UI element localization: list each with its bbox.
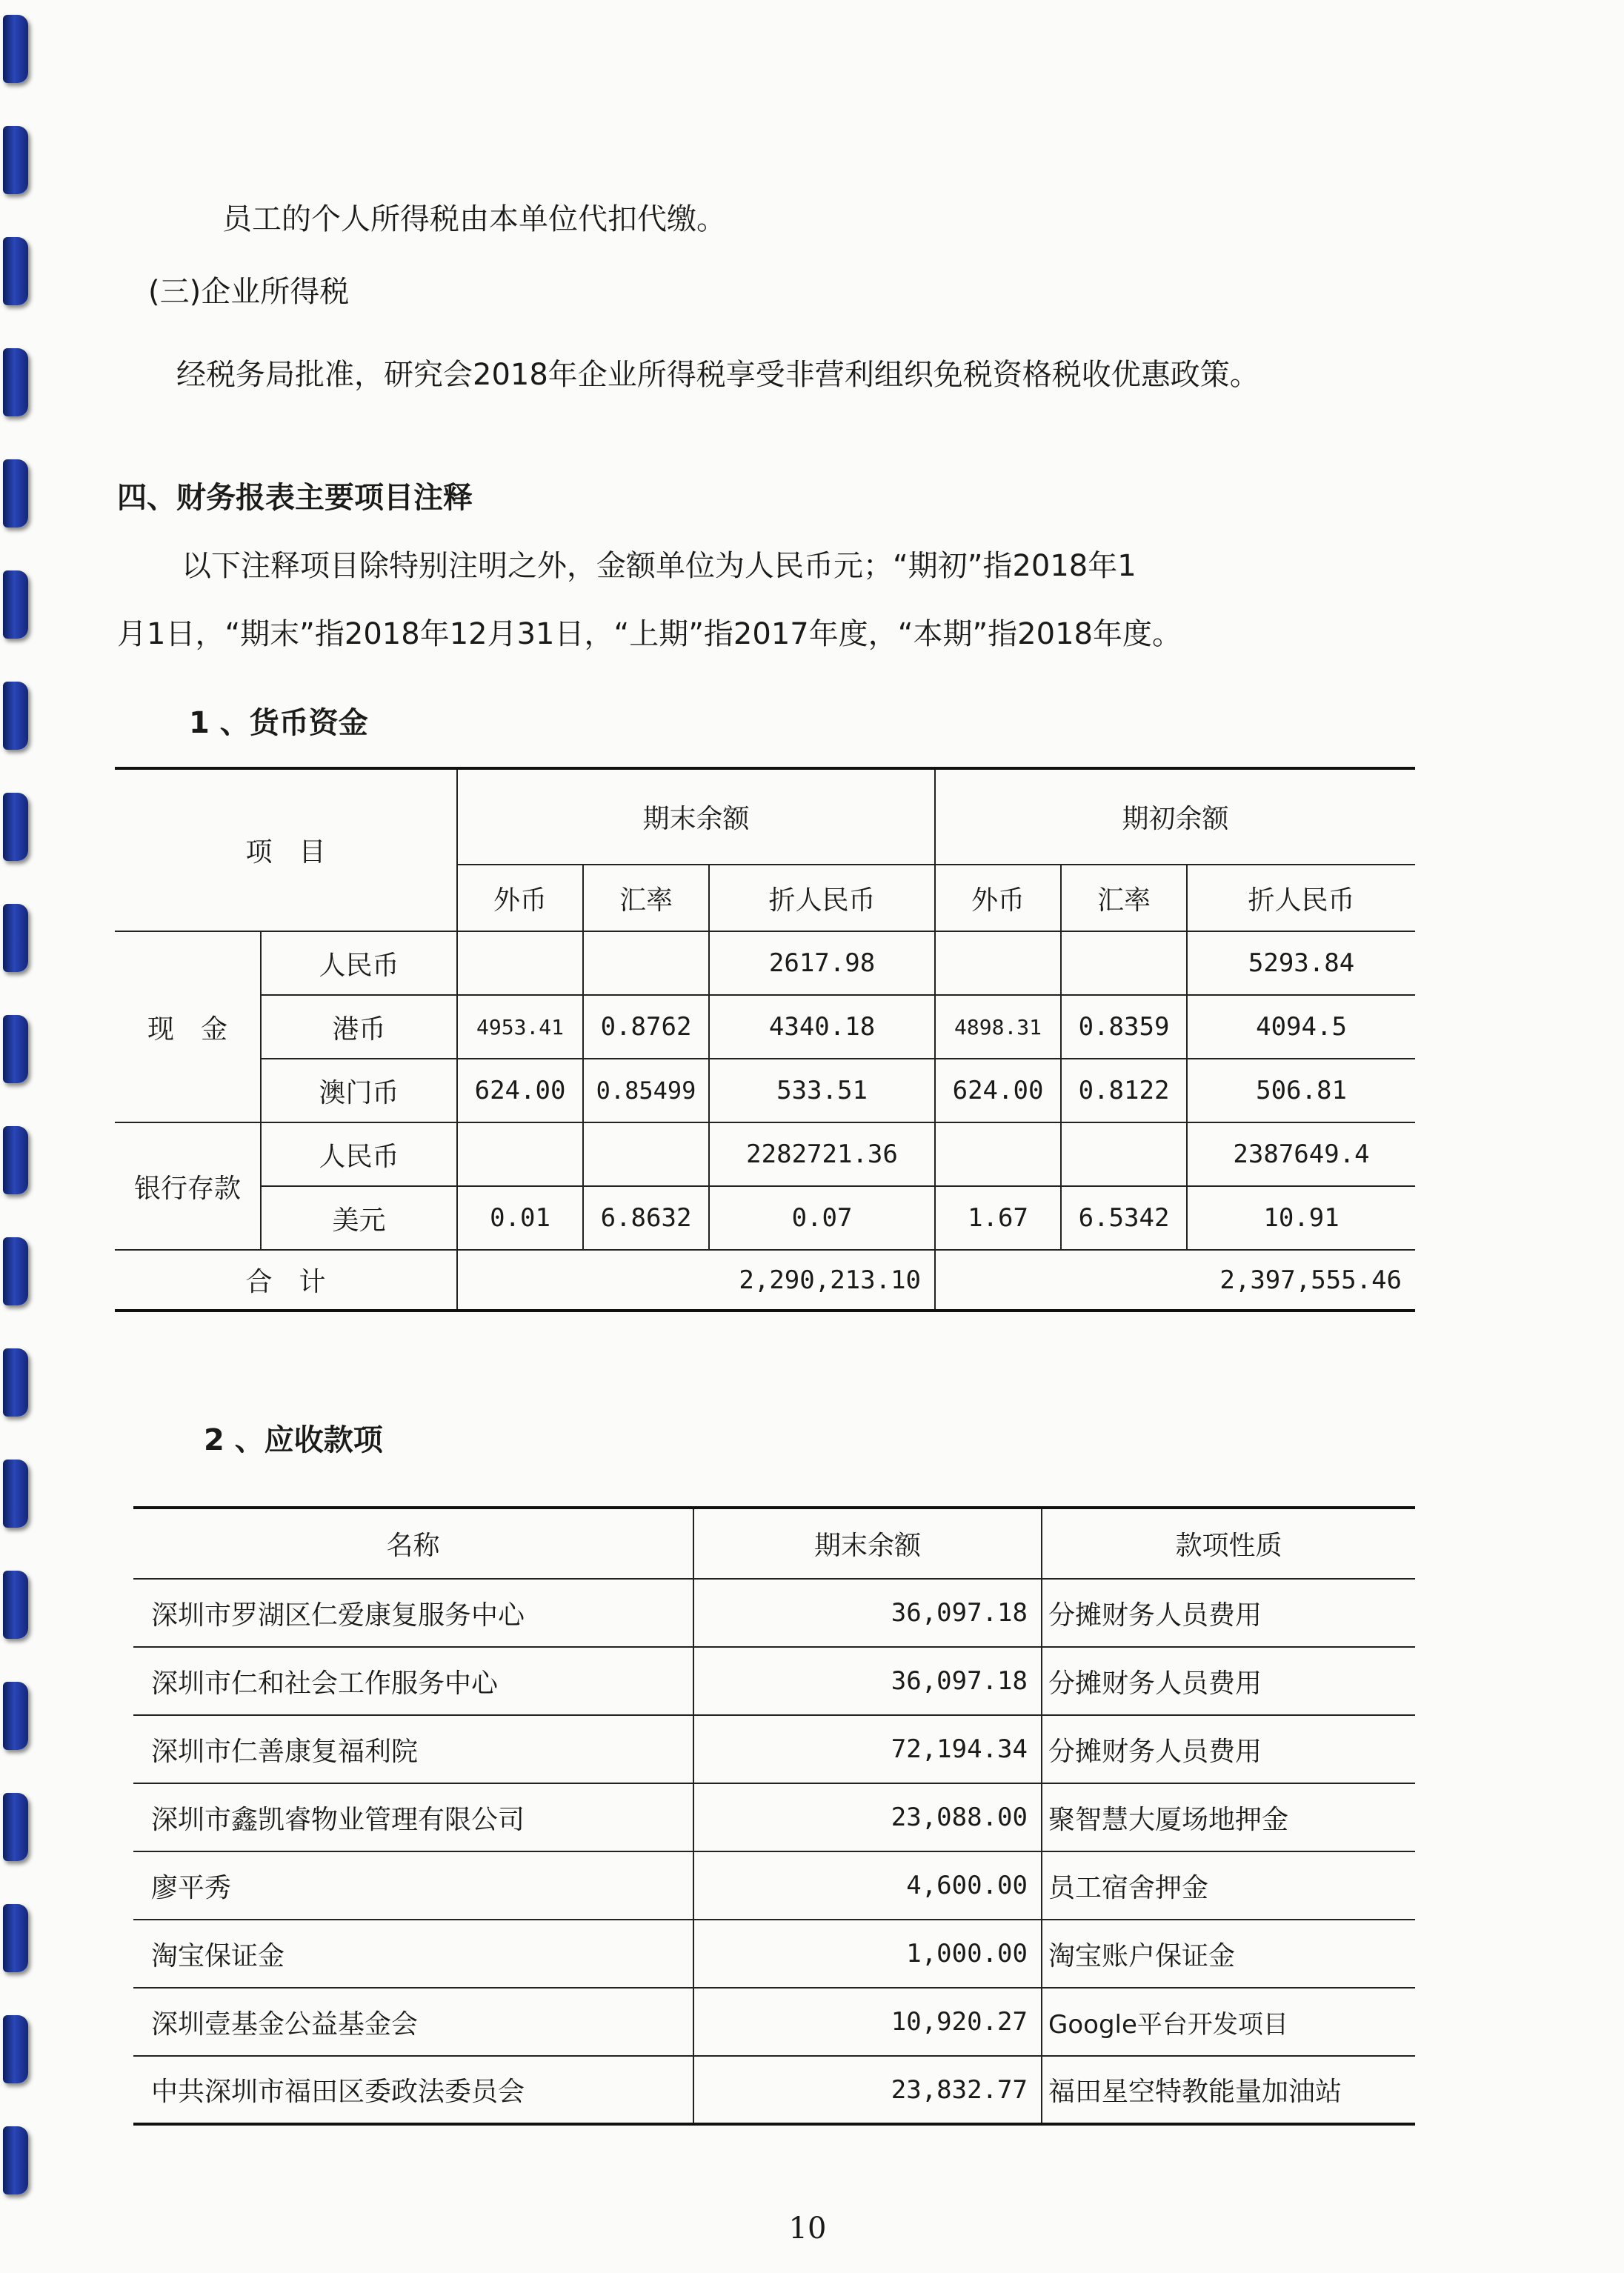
- receivable-amount: 1,000.00: [693, 1920, 1042, 1988]
- table-row: [133, 1783, 1415, 1851]
- cell: 0.8359: [1061, 995, 1187, 1059]
- table-row: [115, 931, 1415, 995]
- subheading-cash: 1 、货币资金: [189, 706, 368, 740]
- receivable-amount: 23,832.77: [693, 2056, 1042, 2124]
- currency-label: 港币: [261, 995, 457, 1059]
- header-name: 名称: [133, 1508, 693, 1579]
- table-row: [133, 1988, 1415, 2056]
- binding-ring: [3, 15, 28, 83]
- receivable-name: 廖平秀: [133, 1851, 693, 1920]
- receivable-nature: 分摊财务人员费用: [1042, 1579, 1415, 1647]
- currency-label: 人民币: [261, 1122, 457, 1186]
- receivable-nature: 员工宿舍押金: [1042, 1851, 1415, 1920]
- receivable-name: 深圳市仁和社会工作服务中心: [133, 1647, 693, 1715]
- cell: 1.67: [935, 1186, 1061, 1250]
- binding-ring: [3, 1793, 28, 1861]
- receivable-name: 深圳市仁善康复福利院: [133, 1715, 693, 1783]
- cell: 5293.84: [1187, 931, 1415, 995]
- receivable-nature: Google平台开发项目: [1042, 1988, 1415, 2056]
- cell: 0.8762: [583, 995, 709, 1059]
- receivable-name: 深圳市鑫凯睿物业管理有限公司: [133, 1783, 693, 1851]
- paragraph-income-tax-withholding: 员工的个人所得税由本单位代扣代缴。: [222, 202, 726, 236]
- receivable-nature: 分摊财务人员费用: [1042, 1715, 1415, 1783]
- header-rate: 汇率: [583, 865, 709, 931]
- cell: 0.8122: [1061, 1059, 1187, 1122]
- section-heading-notes: 四、财务报表主要项目注释: [117, 481, 473, 515]
- cell: 506.81: [1187, 1059, 1415, 1122]
- header-foreign: 外币: [457, 865, 583, 931]
- cash-table: [115, 767, 1415, 1312]
- header-foreign: 外币: [935, 865, 1061, 931]
- cell: [583, 931, 709, 995]
- table-row: [133, 1920, 1415, 1988]
- table-row: [133, 1851, 1415, 1920]
- binding-ring: [3, 237, 28, 305]
- header-nature: 款项性质: [1042, 1508, 1415, 1579]
- total-row: [115, 1250, 1415, 1311]
- cell: [457, 931, 583, 995]
- binding-ring: [3, 1682, 28, 1750]
- binding-ring: [3, 2126, 28, 2194]
- header-rmb: 折人民币: [1187, 865, 1415, 931]
- receivable-nature: 聚智慧大厦场地押金: [1042, 1783, 1415, 1851]
- header-end-balance: 期末余额: [693, 1508, 1042, 1579]
- currency-label: 人民币: [261, 931, 457, 995]
- table-row: [133, 1647, 1415, 1715]
- paragraph-tax-exemption: 经税务局批准，研究会2018年企业所得税享受非营利组织免税资格税收优惠政策。: [176, 358, 1259, 392]
- table-row: [133, 1579, 1415, 1647]
- table-row: [133, 1715, 1415, 1783]
- subheading-receivables: 2 、应收款项: [204, 1423, 383, 1457]
- binding-ring: [3, 459, 28, 528]
- group-bank: 银行存款: [115, 1122, 261, 1250]
- page-number: 10: [788, 2212, 827, 2246]
- binding-ring: [3, 682, 28, 750]
- paragraph-notes-intro-line2: 月1日，“期末”指2018年12月31日，“上期”指2017年度，“本期”指2018年度。: [117, 617, 1182, 651]
- total-end: 2,290,213.10: [457, 1250, 935, 1311]
- receivable-nature: 分摊财务人员费用: [1042, 1647, 1415, 1715]
- table-row: [133, 2056, 1415, 2124]
- receivable-nature: 淘宝账户保证金: [1042, 1920, 1415, 1988]
- cell: 4340.18: [709, 995, 935, 1059]
- total-begin: 2,397,555.46: [935, 1250, 1415, 1311]
- currency-label: 美元: [261, 1186, 457, 1250]
- receivables-table: [133, 1506, 1415, 2126]
- header-end-balance: 期末余额: [457, 768, 935, 865]
- cell: 533.51: [709, 1059, 935, 1122]
- receivable-amount: 36,097.18: [693, 1647, 1042, 1715]
- binding-ring: [3, 1904, 28, 1972]
- table-row: [115, 1186, 1415, 1250]
- header-begin-balance: 期初余额: [935, 768, 1415, 865]
- binding-ring: [3, 570, 28, 639]
- receivable-name: 深圳市罗湖区仁爱康复服务中心: [133, 1579, 693, 1647]
- receivable-name: 深圳壹基金公益基金会: [133, 1988, 693, 2056]
- total-label: 合 计: [115, 1250, 457, 1311]
- binding-ring: [3, 1237, 28, 1305]
- cell: 6.5342: [1061, 1186, 1187, 1250]
- receivable-name: 淘宝保证金: [133, 1920, 693, 1988]
- binding-ring: [3, 1126, 28, 1194]
- binding-ring: [3, 1015, 28, 1083]
- cell: 10.91: [1187, 1186, 1415, 1250]
- cell: [935, 1122, 1061, 1186]
- cell: [457, 1122, 583, 1186]
- binding-ring: [3, 793, 28, 861]
- receivable-amount: 72,194.34: [693, 1715, 1042, 1783]
- binding-ring: [3, 348, 28, 416]
- header-rmb: 折人民币: [709, 865, 935, 931]
- receivable-nature: 福田星空特教能量加油站: [1042, 2056, 1415, 2124]
- cell: 4953.41: [457, 995, 583, 1059]
- header-item: 项 目: [115, 768, 457, 931]
- cell: 0.07: [709, 1186, 935, 1250]
- receivable-amount: 36,097.18: [693, 1579, 1042, 1647]
- receivable-amount: 23,088.00: [693, 1783, 1042, 1851]
- binding-ring: [3, 904, 28, 972]
- table-row: [115, 1122, 1415, 1186]
- cell: [583, 1122, 709, 1186]
- cell: 6.8632: [583, 1186, 709, 1250]
- cell: 4898.31: [935, 995, 1061, 1059]
- binding-ring: [3, 2015, 28, 2083]
- cell: 0.01: [457, 1186, 583, 1250]
- cell: 624.00: [457, 1059, 583, 1122]
- cell: 2617.98: [709, 931, 935, 995]
- table-row: [115, 1059, 1415, 1122]
- cell: [1061, 931, 1187, 995]
- receivable-amount: 4,600.00: [693, 1851, 1042, 1920]
- cell: 624.00: [935, 1059, 1061, 1122]
- receivable-amount: 10,920.27: [693, 1988, 1042, 2056]
- paragraph-notes-intro-line1: 以下注释项目除特别注明之外，金额单位为人民币元；“期初”指2018年1: [182, 549, 1137, 583]
- cell: [935, 931, 1061, 995]
- table-row: [115, 995, 1415, 1059]
- binding-ring: [3, 1571, 28, 1639]
- receivable-name: 中共深圳市福田区委政法委员会: [133, 2056, 693, 2124]
- cell: 2282721.36: [709, 1122, 935, 1186]
- binding-ring: [3, 1460, 28, 1528]
- currency-label: 澳门币: [261, 1059, 457, 1122]
- group-cash: 现 金: [115, 931, 261, 1122]
- header-rate: 汇率: [1061, 865, 1187, 931]
- cell: 0.85499: [583, 1059, 709, 1122]
- cell: 4094.5: [1187, 995, 1415, 1059]
- spiral-binding: [0, 0, 44, 2273]
- cell: [1061, 1122, 1187, 1186]
- section-title-enterprise-tax: (三)企业所得税: [148, 275, 350, 309]
- cell: 2387649.4: [1187, 1122, 1415, 1186]
- binding-ring: [3, 126, 28, 194]
- binding-ring: [3, 1348, 28, 1417]
